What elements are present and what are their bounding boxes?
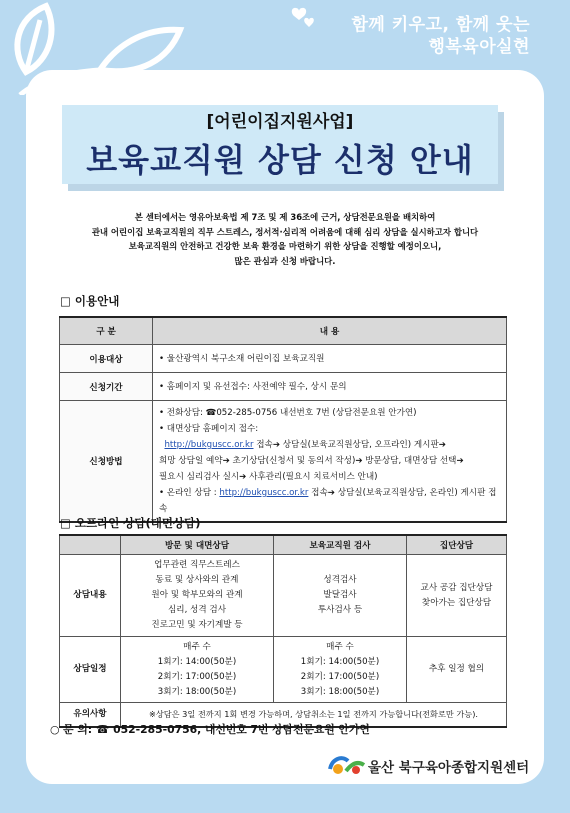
cell-line: 1회기: 14:00(50분) — [157, 656, 237, 667]
section-heading-offline: □ 오프라인 상담(대면상담) — [60, 516, 201, 530]
center-name: 울산 북구육아종합지원센터 — [368, 760, 530, 776]
method-line — [159, 437, 500, 453]
method-line: • 전화상담: ☎052-285-0756 내선번호 7번 (상담전문요원 안가연) — [159, 408, 417, 418]
homepage-link[interactable]: http://bukguscc.or.kr — [164, 440, 254, 450]
cell-line: 업무관련 직무스트레스 — [154, 560, 240, 570]
cell-line: 심리, 성격 검사 — [167, 605, 226, 615]
slogan — [351, 14, 530, 58]
hearts-icon — [288, 4, 318, 30]
intro-paragraph — [50, 210, 520, 268]
table-header-cell: 집단상담 — [407, 535, 507, 555]
cell-line: 1회기: 14:00(50분) — [300, 656, 380, 667]
cell-line: 매주 수 — [183, 641, 211, 652]
page-title: 보육교직원 상담 신청 안내 — [86, 141, 474, 179]
cell-line: 매주 수 — [326, 641, 354, 652]
cell-line: 3회기: 18:00(50분) — [157, 686, 237, 697]
cell-line: 진로고민 및 자기계발 등 — [151, 620, 243, 630]
row-key: 신청방법 — [60, 401, 153, 523]
intro-line: 보육교직원의 안전하고 건강한 보육 환경을 마련하기 위한 상담을 진행할 예정이오니, — [128, 241, 442, 251]
table-header-cell — [60, 535, 121, 555]
cell-line: 찾아가는 집단상담 — [421, 597, 492, 608]
cell-line: 원아 및 학부모와의 관계 — [151, 590, 243, 600]
row-key: 상담일정 — [60, 637, 121, 703]
content-cell — [407, 555, 507, 637]
intro-line: 본 센터에서는 영유아보육법 제 7조 및 제 36조에 근거, 상담전문요원을 배치하여 — [134, 212, 436, 222]
method-text: 접속➔ 상담실(보육교직원상담, 온라인) 게시판 접속 — [159, 488, 497, 514]
usage-table — [59, 316, 507, 523]
row-key: 상담내용 — [60, 555, 121, 637]
cell-line: 동료 및 상사와의 관계 — [155, 575, 239, 585]
table-row — [60, 555, 507, 637]
row-value: • 울산광역시 북구소재 어린이집 보육교직원 — [153, 345, 507, 373]
cell-line: 투사검사 등 — [317, 605, 363, 615]
method-text: • 온라인 상담 : — [159, 488, 220, 498]
center-logo-icon — [326, 753, 366, 777]
contact-info: ○ 문 의: ☎ 052-285-0756, 내선번호 7번 상담전문요원 안가연 — [50, 723, 370, 736]
method-cell — [153, 401, 507, 523]
homepage-link[interactable]: http://bukguscc.or.kr — [219, 488, 309, 498]
content-cell — [274, 555, 407, 637]
table-header-cell: 보육교직원 검사 — [274, 535, 407, 555]
table-row — [60, 637, 507, 703]
slogan-line2: 행복육아실현 — [428, 37, 530, 57]
offline-table — [59, 534, 507, 728]
title-subtitle: [어린이집지원사업] — [206, 112, 354, 132]
table-header-cell: 내 용 — [153, 317, 507, 345]
cell-line: 3회기: 18:00(50분) — [300, 686, 380, 697]
table-header-row — [60, 317, 507, 345]
method-line — [159, 485, 500, 517]
content-cell — [121, 555, 274, 637]
cell-line: 2회기: 17:00(50분) — [157, 671, 237, 682]
method-line: • 대면상담 홈페이지 접수: — [159, 424, 259, 434]
cell-line: 발달검사 — [323, 590, 357, 600]
row-key: 유의사항 — [60, 703, 121, 727]
table-header-cell: 구 분 — [60, 317, 153, 345]
method-text: 접속➔ 상담실(보육교직원상담, 오프라인) 게시판➔ — [253, 440, 446, 450]
cell-line: 성격검사 — [323, 575, 357, 585]
intro-line: 관내 어린이집 보육교직원의 직무 스트레스, 정서적·심리적 어려움에 대해 심리 상담을 실시하고자 합니다 — [91, 226, 479, 237]
table-header-cell: 방문 및 대면상담 — [121, 535, 274, 555]
intro-line: 많은 관심과 신청 바랍니다. — [234, 255, 336, 266]
row-value: • 홈페이지 및 유선접수: 사전예약 필수, 상시 문의 — [153, 373, 507, 401]
schedule-cell — [121, 637, 274, 703]
title-box — [56, 101, 504, 194]
slogan-line1: 함께 키우고, 함께 웃는 — [351, 15, 530, 35]
schedule-cell: 추후 일정 협의 — [407, 637, 507, 703]
table-row — [60, 401, 507, 523]
method-line: 필요시 심리검사 실시➔ 사후관리(필요시 치료서비스 안내) — [159, 472, 378, 482]
table-header-row — [60, 535, 507, 555]
table-row — [60, 345, 507, 373]
cell-line: 2회기: 17:00(50분) — [300, 671, 380, 682]
row-key: 이용대상 — [60, 345, 153, 373]
notes-cell: ※상담은 3일 전까지 1회 변경 가능하며, 상담취소는 1일 전까지 가능합니다(전화로만 가능). — [121, 703, 507, 727]
section-heading-usage: □ 이용안내 — [60, 294, 120, 308]
cell-line: 교사 공감 집단상담 — [420, 582, 493, 593]
method-line: 희망 상담일 예약➔ 초기상담(신청서 및 동의서 작성)➔ 방문상담, 대면상담 선택➔ — [159, 456, 464, 466]
row-key: 신청기간 — [60, 373, 153, 401]
table-row — [60, 373, 507, 401]
schedule-cell — [274, 637, 407, 703]
